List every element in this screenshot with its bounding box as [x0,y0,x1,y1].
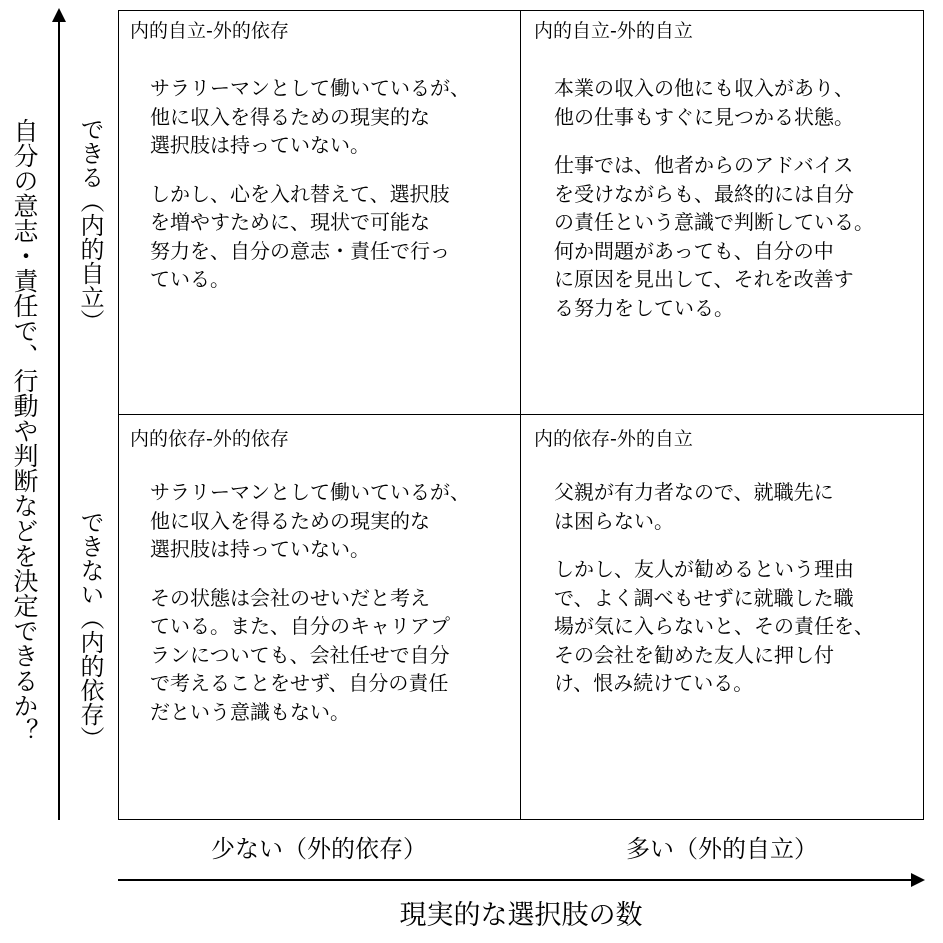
text-line: に原因を見出して、それを改善す [554,267,854,291]
text-line: 選択肢は持っていない。 [150,537,370,561]
text-line: 他に収入を得るための現実的な [150,104,430,129]
text-line: 仕事では、他者からのアドバイス [554,153,854,177]
text-line: を受けながらも、最終的には自分 [554,181,854,206]
quadrant-top-right-paragraph-1 [554,74,874,131]
quadrant-top-right-title: 内的自立-外的自立 [534,20,693,42]
x-axis-right-label: 多い（外的自立） [626,835,818,863]
text-line: 努力を、自分の意志・責任で行っ [150,238,450,263]
x-axis-arrow-icon [911,873,925,887]
x-axis-left-label: 少ない（外的依存） [211,835,427,863]
quadrant-bottom-right-body [554,478,874,698]
quadrant-bottom-right-title: 内的依存-外的自立 [534,428,693,450]
text-line: ランについても、会社任せで自分 [150,642,450,667]
text-line: る努力をしている。 [554,295,734,320]
text-line: 他の仕事もすぐに見つかる状態。 [554,104,854,129]
quadrant-divider-vertical [520,10,521,820]
text-line: その状態は会社のせいだと考え [150,585,430,610]
y-axis-arrow-icon [52,8,66,22]
quadrant-top-left-paragraph-2 [150,180,470,294]
quadrant-top-right-body [554,74,874,322]
text-line: 選択肢は持っていない。 [150,133,370,157]
text-line: の責任という意識で判断している。 [554,210,874,234]
text-line: 場が気に入らないと、その責任を、 [554,614,874,638]
quadrant-top-left-title: 内的自立-外的依存 [130,20,289,42]
text-line: ている。また、自分のキャリアプ [150,614,450,638]
text-line: しかし、友人が勧めるという理由 [554,557,854,581]
text-line: 他に収入を得るための現実的な [150,508,430,533]
text-line: 本業の収入の他にも収入があり、 [554,76,854,100]
y-axis-title: 自分の意志・責任で、行動や判断などを決定できるか？ [10,117,39,743]
y-axis-lower-label: できない（内的依存） [76,510,104,750]
text-line: サラリーマンとして働いているが、 [150,76,470,100]
quadrant-top-right-paragraph-2 [554,151,874,322]
text-line: だという意識もない。 [150,699,350,724]
text-line: しかし、心を入れ替えて、選択肢 [150,181,450,206]
x-axis-line [118,879,913,881]
text-line: で考えることをせず、自分の責任 [150,671,449,695]
text-line: で、よく調べもせずに就職した職 [554,585,854,610]
quadrant-top-left-body [150,74,470,294]
quadrant-bottom-right-paragraph-1 [554,478,874,535]
x-axis-title: 現実的な選択肢の数 [399,900,643,931]
text-line: は困らない。 [554,508,674,533]
y-axis-upper-label: できる（内的自立） [76,117,104,333]
quadrant-divider-horizontal [118,414,924,415]
text-line: ている。 [150,267,230,291]
text-line: を増やすために、現状で可能な [150,210,430,234]
text-line: 何か問題があっても、自分の中 [554,238,834,263]
quadrant-bottom-right-paragraph-2 [554,555,874,698]
quadrant-bottom-left-body [150,478,470,726]
quadrant-bottom-left-paragraph-1 [150,478,470,564]
quadrant-bottom-left-title: 内的依存-外的依存 [130,428,289,450]
quadrant-bottom-left-paragraph-2 [150,584,470,727]
text-line: サラリーマンとして働いているが、 [150,480,470,504]
text-line: その会社を勧めた友人に押し付 [554,642,834,667]
y-axis-line [58,10,60,820]
text-line: け、恨み続けている。 [554,671,754,695]
quadrant-top-left-paragraph-1 [150,74,470,160]
text-line: 父親が有力者なので、就職先に [554,480,834,504]
